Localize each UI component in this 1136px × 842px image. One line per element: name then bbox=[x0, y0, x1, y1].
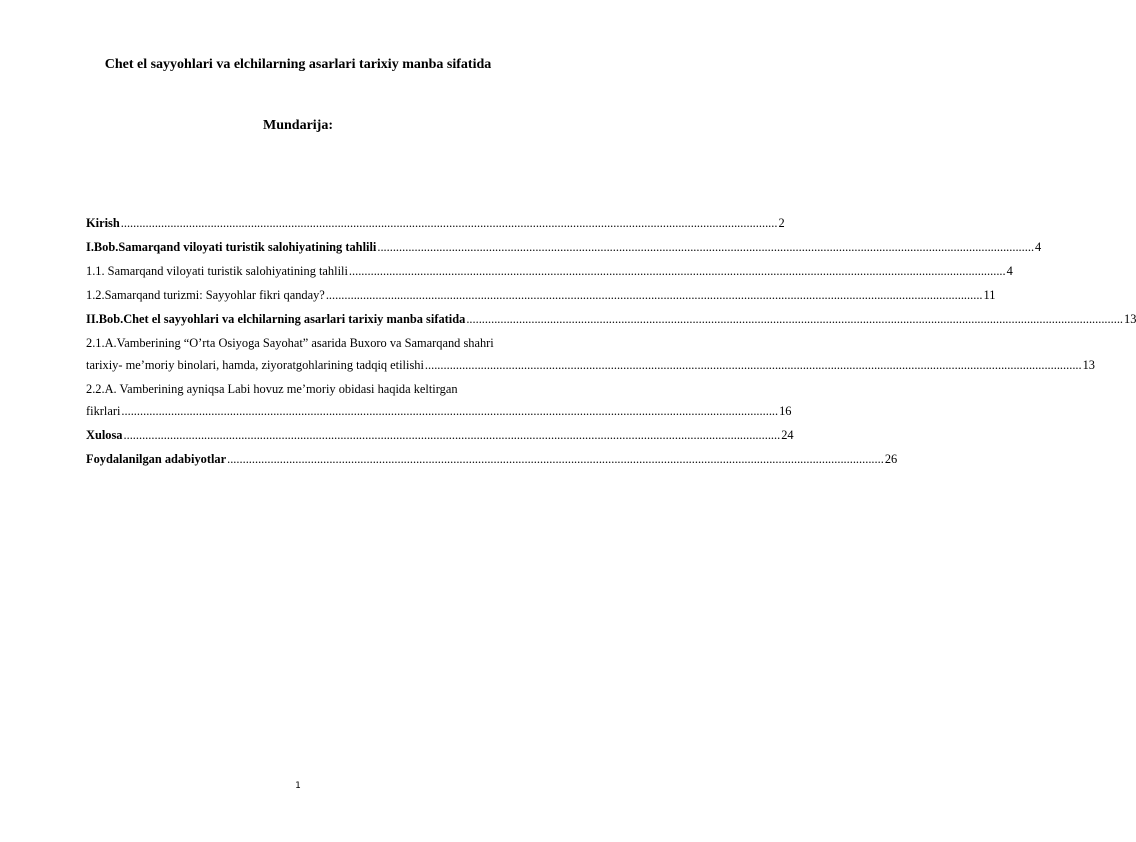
page-number: 1 bbox=[295, 781, 301, 791]
toc-entry-title: 1.2.Samarqand turizmi: Sayyohlar fikri qanday? bbox=[86, 288, 325, 302]
dot-leader bbox=[121, 400, 778, 422]
toc-entry-title: Kirish bbox=[86, 216, 120, 230]
toc-entry-title-line-1: 2.1.A.Vamberining “O’rta Osiyoga Sayohat” asarida Buxoro va Samarqand shahri bbox=[86, 336, 494, 350]
dot-leader bbox=[425, 354, 1082, 376]
toc-entry-page: 2 bbox=[778, 216, 785, 230]
toc-entry-title: Xulosa bbox=[86, 428, 123, 442]
dot-leader bbox=[124, 424, 781, 446]
dot-leader bbox=[466, 308, 1123, 330]
toc-entry-title: fikrlari bbox=[86, 404, 121, 418]
toc-entry-page: 13 bbox=[1124, 312, 1136, 326]
toc-entry-1-1[interactable] bbox=[86, 260, 1013, 282]
toc-entry-title: I.Bob.Samarqand viloyati turistik salohiyatining tahlili bbox=[86, 240, 377, 254]
toc-entry-page: 26 bbox=[884, 452, 898, 466]
dot-leader bbox=[227, 448, 884, 470]
toc-entry-chapter-1[interactable] bbox=[86, 236, 1042, 258]
toc-heading: Mundarija: bbox=[263, 118, 333, 133]
toc-entry-page: 4 bbox=[1006, 264, 1013, 278]
toc-entry-page: 13 bbox=[1082, 358, 1095, 372]
toc-entry-2-2[interactable] bbox=[86, 378, 792, 422]
toc-entry-title: tarixiy- me’moriy binolari, hamda, ziyoratgohlarining tadqiq etilishi bbox=[86, 358, 424, 372]
dot-leader bbox=[326, 284, 983, 306]
toc-entry-page: 24 bbox=[781, 428, 794, 442]
toc-entry-title: II.Bob.Chet el sayyohlari va elchilarning asarlari tarixiy manba sifatida bbox=[86, 312, 466, 326]
toc-entry-page: 11 bbox=[983, 288, 996, 302]
toc-entry-kirish[interactable] bbox=[86, 212, 785, 234]
table-of-contents bbox=[86, 212, 1136, 472]
toc-entry-page: 4 bbox=[1035, 240, 1042, 254]
toc-entry-chapter-2[interactable] bbox=[86, 308, 1136, 330]
dot-leader bbox=[121, 212, 778, 234]
document-title: Chet el sayyohlari va elchilarning asarlari tarixiy manba sifatida bbox=[104, 57, 492, 72]
toc-entry-title: Foydalanilgan adabiyotlar bbox=[86, 452, 227, 466]
toc-entry-page: 16 bbox=[779, 404, 792, 418]
toc-entry-1-2[interactable] bbox=[86, 284, 996, 306]
dot-leader bbox=[349, 260, 1006, 282]
toc-entry-title: 1.1. Samarqand viloyati turistik salohiyatining tahlili bbox=[86, 264, 348, 278]
toc-entry-2-1[interactable] bbox=[86, 332, 1095, 376]
toc-entry-title-line-1: 2.2.A. Vamberining ayniqsa Labi hovuz me’moriy obidasi haqida keltirgan bbox=[86, 382, 458, 396]
dot-leader bbox=[377, 236, 1034, 258]
toc-entry-xulosa[interactable] bbox=[86, 424, 794, 446]
toc-entry-adabiyotlar[interactable] bbox=[86, 448, 898, 470]
